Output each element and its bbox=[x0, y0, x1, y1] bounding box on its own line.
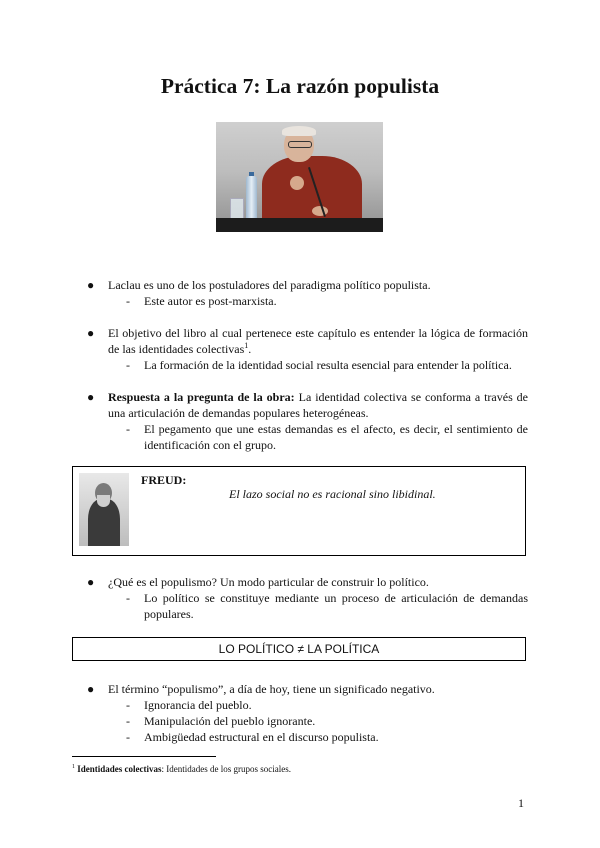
sub-item-identidad-social: - La formación de la identidad social resulta esencial para entender la política. bbox=[126, 358, 512, 372]
sub-item-postmarxista: - Este autor es post-marxista. bbox=[126, 294, 277, 308]
bullet-laclau: ● Laclau es uno de los postuladores del paradigma político populista. bbox=[87, 278, 431, 292]
page-number: 1 bbox=[518, 796, 524, 810]
bullet-icon: ● bbox=[87, 326, 95, 340]
sub-item-lo-politico: - Lo político se constituye mediante un proceso de articulación de demandas populares. bbox=[126, 591, 528, 621]
sub-item: - Ignorancia del pueblo. bbox=[126, 698, 252, 712]
sub-item: - Manipulación del pueblo ignorante. bbox=[126, 714, 316, 728]
freud-name: FREUD: bbox=[141, 473, 187, 487]
laclau-photo bbox=[216, 122, 383, 232]
freud-quote-box bbox=[72, 466, 526, 556]
footnote: $^1$ Identidades colectivas: Identidades de los grupos sociales. bbox=[72, 764, 291, 774]
freud-quote: El lazo social no es racional sino libidinal. bbox=[229, 487, 436, 501]
bullet-icon: ● bbox=[87, 682, 95, 696]
politico-banner: LO POLÍTICO ≠ LA POLÍTICA bbox=[72, 637, 526, 661]
bullet-objetivo: ● El objetivo del libro al cual pertenece este capítulo es entender la lógica de formación de las identidades colectivas$^1$. bbox=[87, 326, 528, 356]
bullet-termino: ● El término “populismo”, a día de hoy, tiene un significado negativo. bbox=[87, 682, 435, 696]
page-title: Práctica 7: La razón populista bbox=[160, 74, 440, 98]
bullet-populismo: ● ¿Qué es el populismo? Un modo particular de construir lo político. bbox=[87, 575, 429, 589]
bullet-icon: ● bbox=[87, 278, 95, 292]
bullet-respuesta: ● Respuesta a la pregunta de la obra: La identidad colectiva se conforma a través de una articulación de demandas populares heterogéneas. bbox=[87, 390, 529, 420]
bullet-icon: ● bbox=[87, 390, 95, 404]
footnote-ref: 1 bbox=[244, 341, 249, 350]
sub-item: - Ambigüedad estructural en el discurso populista. bbox=[126, 730, 379, 744]
sub-item-pegamento: - El pegamento que une estas demandas es el afecto, es decir, el sentimiento de identificación con el grupo. bbox=[126, 422, 528, 452]
bullet-icon: ● bbox=[87, 575, 95, 589]
freud-photo bbox=[79, 473, 129, 546]
footnote-divider bbox=[72, 756, 216, 757]
